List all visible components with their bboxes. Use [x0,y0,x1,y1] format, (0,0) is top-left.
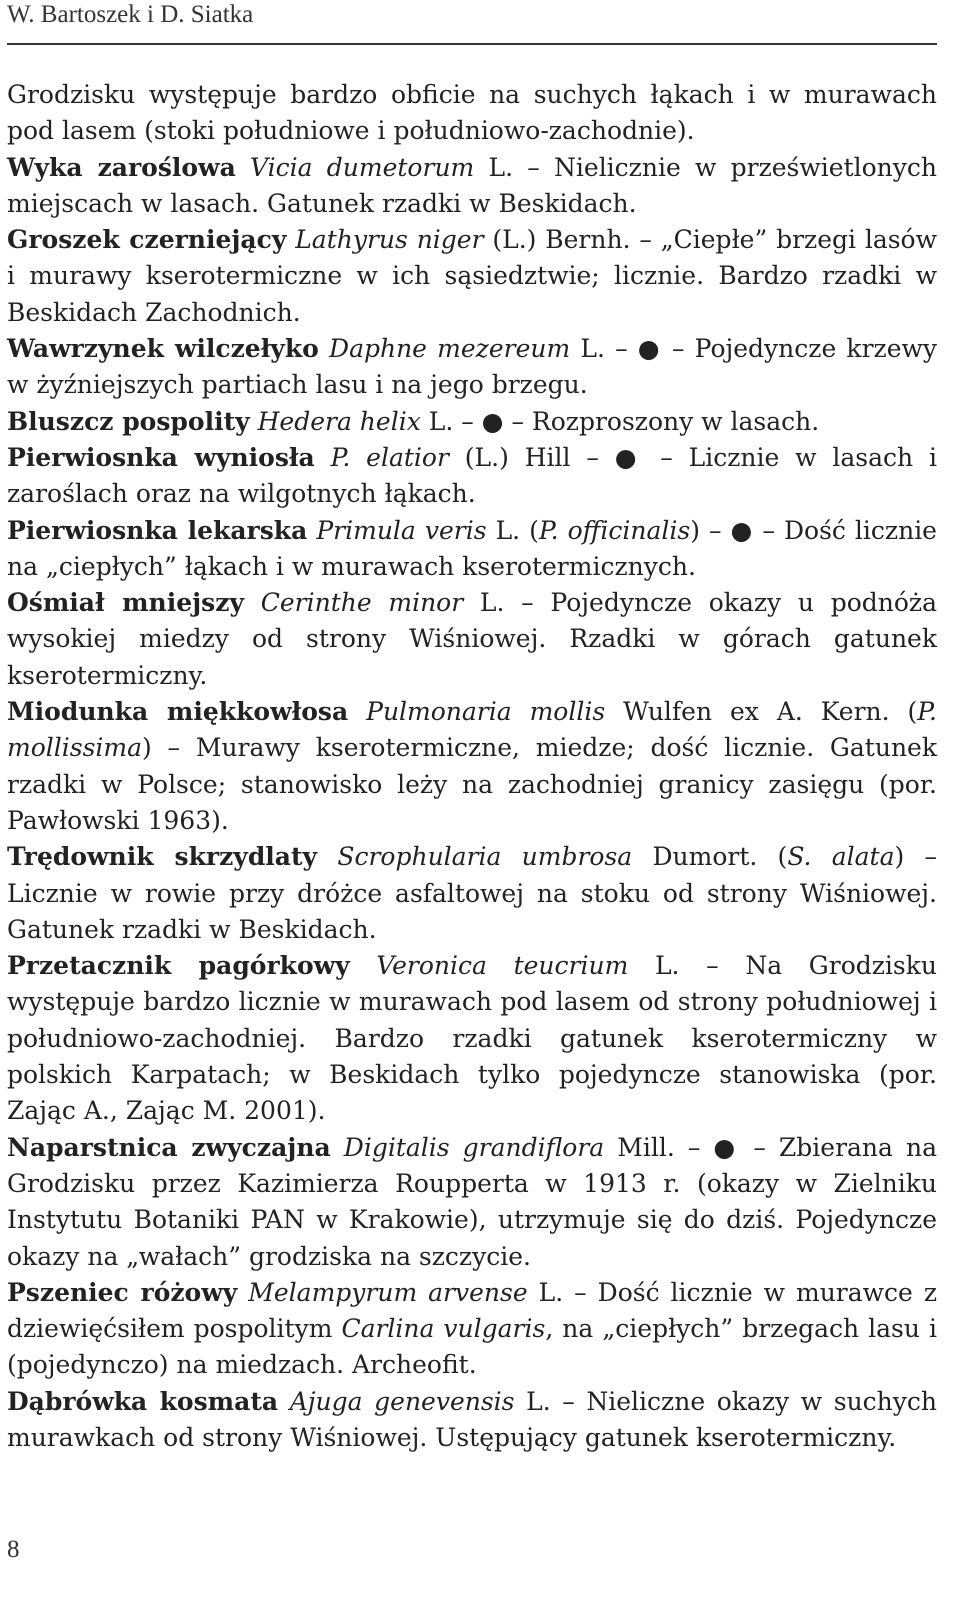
species-common-name: Wyka zaroślowa [7,152,236,182]
page-number: 8 [7,1536,20,1563]
species-common-name: Groszek czerniejący [7,225,287,255]
species-latin-name: Lathyrus niger [295,225,484,255]
species-common-name: Pierwiosnka wyniosła [7,442,315,472]
species-entry [7,404,937,440]
species-entry [7,1384,937,1457]
species-common-name: Dąbrówka kosmata [7,1386,279,1416]
species-entry [7,440,937,513]
species-latin-name: Daphne mezereum [329,334,571,364]
species-synonym: S. alata [787,842,895,872]
entry-text: (L.) Bernh. – „Ciepłe” brzegi lasów i murawy kserotermiczne w ich sąsiedztwie; licznie. Bardzo rzadki w Beskidach Zachodnich. [7,225,938,327]
species-latin-name: Pulmonaria mollis [366,697,606,727]
species-common-name: Pierwiosnka lekarska [7,515,308,545]
entry-text: Mill. – ● – Zbierana na Grodzisku przez Kazimierza Roupperta w 1913 r. (okazy w Zielniku Instytutu Botaniki PAN w Krakowie), utrzymuje się do dziś. Pojedyncze okazy na „wałach” grodziska na szczycie. [7,1132,937,1271]
species-latin-name: Veronica teucrium [376,951,629,981]
entry-text: ) – Licznie w rowie przy dróżce asfaltowej na stoku od strony Wiśniowej. Gatunek rzadki w Beskidach. [7,842,937,944]
header-rule [7,43,937,45]
species-common-name: Przetacznik pagórkowy [7,951,350,981]
species-common-name: Wawrzynek wilczełyko [7,334,319,364]
species-common-name: Naparstnica zwyczajna [7,1132,331,1162]
species-latin-name: Scrophularia umbrosa [337,842,633,872]
species-latin-name: Hedera helix [257,406,421,436]
species-common-name: Pszeniec różowy [7,1277,238,1307]
entry-text: , na „ciepłych” brzegach lasu i (pojedynczo) na miedzach. Archeofit. [7,1314,937,1380]
entry-text: L. – Nielicznie w prześwietlonych miejscach w lasach. Gatunek rzadki w Beskidach. [7,152,937,218]
species-entry [7,222,937,331]
species-common-name: Ośmiał mniejszy [7,588,244,618]
entry-text: Grodzisku występuje bardzo obficie na suchych łąkach i w murawach pod lasem (stoki południowe i południowo-zachodnie). [7,80,937,146]
entry-text: L. ( [486,515,539,545]
entry-text: L. – ● – Rozproszony w lasach. [420,406,820,436]
running-head: W. Bartoszek i D. Siatka [7,1,254,28]
species-latin-name: P. elatior [330,442,449,472]
entry-text: L. – Nieliczne okazy w suchych murawkach od strony Wiśniowej. Ustępujący gatunek kserotermiczny. [7,1386,938,1452]
species-entry [7,150,937,223]
species-latin-name: Vicia dumetorum [250,152,475,182]
species-common-name: Miodunka miękkowłosa [7,697,349,727]
species-entry [7,513,937,586]
entry-text: L. – Dość licznie w murawce z dziewięćsiłem pospolitym [7,1277,937,1344]
species-latin-name: Ajuga genevensis [289,1386,515,1416]
species-companion-name: Carlina vulgaris [341,1314,546,1344]
species-list [7,77,937,1456]
species-entry [7,1130,937,1275]
species-latin-name: Cerinthe minor [260,588,464,618]
entry-text: Wulfen ex A. Kern. ( [605,697,918,727]
entry-text: L. – Pojedyncze okazy u podnóża wysokiej miedzy od strony Wiśniowej. Rzadki w górach gatunek kserotermiczny. [7,588,937,690]
species-common-name: Bluszcz pospolity [7,406,250,436]
species-entry [7,331,937,404]
entry-text: Dumort. ( [632,842,788,872]
species-latin-name: Digitalis grandiflora [343,1132,605,1162]
species-entry [7,1275,937,1384]
entry-text: (L.) Hill – ● – Licznie w lasach i zaroślach oraz na wilgotnych łąkach. [7,442,937,509]
species-synonym: P. mollissima [7,697,937,763]
species-latin-name: Primula veris [316,515,487,545]
entry-text: ) – Murawy kserotermiczne, miedze; dość licznie. Gatunek rzadki w Polsce; stanowisko leży na zachodniej granicy zasięgu (por. Pawłowski 1963). [7,733,937,835]
paragraph-continuation [7,77,937,150]
species-synonym: P. officinalis [538,515,691,545]
species-common-name: Trędownik skrzydlaty [7,842,318,872]
species-entry [7,694,937,839]
entry-text: L. – Na Grodzisku występuje bardzo licznie w murawach pod lasem od strony południowej i południowo-zachodniej. Bardzo rzadki gatunek kserotermiczny w polskich Karpatach; w Beskidach tylko pojedyncze stanowiska (por. Zając A., Zając M. 2001). [7,951,937,1126]
species-entry [7,839,937,948]
entry-text: L. – ● – Pojedyncze krzewy w żyźniejszych partiach lasu i na jego brzegu. [7,334,938,400]
species-latin-name: Melampyrum arvense [248,1277,528,1307]
entry-text: ) – ● – Dość licznie na „ciepłych” łąkach i w murawach kserotermicznych. [7,515,937,581]
species-entry [7,948,937,1129]
species-entry [7,585,937,694]
